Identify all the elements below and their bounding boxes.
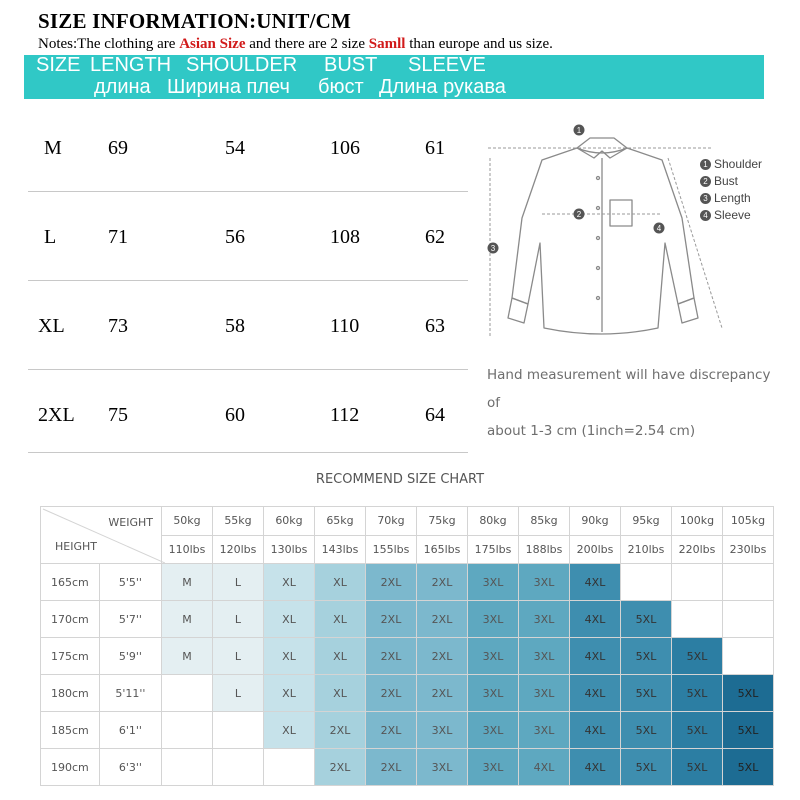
marker-3-text: 3: [490, 244, 496, 253]
height-row: [41, 749, 774, 786]
size-row-2xl: [28, 376, 468, 464]
size-cell: 4XL: [570, 564, 621, 601]
size-cell: 2XL: [315, 712, 366, 749]
size-cell: 5XL: [723, 712, 774, 749]
band-size: SIZE: [36, 54, 81, 76]
weight-kg-header: 95kg: [621, 507, 672, 536]
size-cell: 2XL: [366, 675, 417, 712]
notes-small: Samll: [368, 36, 406, 52]
weight-kg-header: 70kg: [366, 507, 417, 536]
weight-kg-header: 80kg: [468, 507, 519, 536]
size-cell: 2XL: [366, 564, 417, 601]
sleeve-value: 62: [425, 226, 445, 248]
size-cell: [723, 638, 774, 675]
size-cell: XL: [315, 638, 366, 675]
height-row: [41, 564, 774, 601]
size-cell: [264, 749, 315, 786]
height-row: [41, 601, 774, 638]
size-header-band: [24, 55, 764, 99]
size-cell: 5XL: [672, 638, 723, 675]
weight-lbs-header: 130lbs: [264, 535, 315, 564]
weight-kg-header: 75kg: [417, 507, 468, 536]
disclaimer-line-1: Hand measurement will have discrepancy of: [487, 367, 771, 411]
weight-kg-header: 65kg: [315, 507, 366, 536]
weight-lbs-header: 155lbs: [366, 535, 417, 564]
size-cell: 5XL: [621, 601, 672, 638]
size-cell: 5XL: [672, 675, 723, 712]
header-corner: [41, 507, 162, 564]
shoulder-value: 56: [225, 226, 245, 248]
notes-prefix: Notes:The clothing are: [38, 36, 180, 52]
weight-lbs-header: 120lbs: [213, 535, 264, 564]
height-ft-cell: 5'7'': [99, 601, 161, 638]
size-cell: [162, 712, 213, 749]
size-cell: 5XL: [672, 712, 723, 749]
sleeve-value: 61: [425, 137, 445, 159]
size-cell: 4XL: [570, 675, 621, 712]
size-cell: XL: [315, 601, 366, 638]
weight-kg-header: 105kg: [723, 507, 774, 536]
height-row: [41, 675, 774, 712]
size-cell: 2XL: [417, 601, 468, 638]
size-cell: 2XL: [417, 564, 468, 601]
height-row: [41, 638, 774, 675]
height-ft-cell: 5'9'': [99, 638, 161, 675]
band-ru-sleeve: Длина рукава: [379, 76, 506, 98]
size-cell: 3XL: [468, 712, 519, 749]
height-ft-cell: 5'11'': [99, 675, 161, 712]
size-cell: 2XL: [366, 638, 417, 675]
size-cell: 4XL: [570, 712, 621, 749]
band-shoulder: SHOULDER: [186, 54, 298, 76]
weight-kg-row: [41, 507, 774, 536]
recommend-size-table: [40, 506, 774, 786]
weight-lbs-header: 200lbs: [570, 535, 621, 564]
size-cell: XL: [315, 675, 366, 712]
size-cell: 3XL: [417, 712, 468, 749]
recommend-chart-title: RECOMMEND SIZE CHART: [315, 472, 485, 487]
sleeve-value: 63: [425, 315, 445, 337]
shoulder-value: 60: [225, 404, 245, 426]
size-cell: 3XL: [468, 638, 519, 675]
size-cell: [213, 712, 264, 749]
height-ft-cell: 6'3'': [99, 749, 161, 786]
weight-lbs-header: 230lbs: [723, 535, 774, 564]
size-cell: 3XL: [519, 564, 570, 601]
weight-lbs-header: 165lbs: [417, 535, 468, 564]
size-row-l: [28, 198, 468, 286]
size-cell: XL: [264, 675, 315, 712]
marker-4-text: 4: [656, 224, 662, 233]
weight-kg-header: 55kg: [213, 507, 264, 536]
size-cell: XL: [264, 712, 315, 749]
size-cell: [672, 601, 723, 638]
row-divider: [28, 280, 468, 281]
size-cell: 2XL: [417, 638, 468, 675]
size-label: M: [44, 137, 62, 159]
marker-1-text: 1: [576, 126, 582, 135]
size-cell: 5XL: [672, 749, 723, 786]
size-cell: [723, 564, 774, 601]
length-value: 69: [108, 137, 128, 159]
size-cell: XL: [315, 564, 366, 601]
height-cm-cell: 180cm: [41, 675, 100, 712]
band-bust: BUST: [324, 54, 378, 76]
length-value: 71: [108, 226, 128, 248]
bust-value: 108: [330, 226, 360, 248]
size-cell: 4XL: [570, 749, 621, 786]
row-divider: [28, 191, 468, 192]
legend-item-bust: 2 Bust: [700, 173, 762, 190]
height-label: HEIGHT: [55, 540, 97, 553]
band-ru-length: длина: [94, 76, 151, 98]
size-cell: 2XL: [417, 675, 468, 712]
length-value: 75: [108, 404, 128, 426]
weight-lbs-header: 143lbs: [315, 535, 366, 564]
size-cell: XL: [264, 564, 315, 601]
size-cell: 3XL: [468, 749, 519, 786]
size-cell: XL: [264, 638, 315, 675]
weight-lbs-header: 110lbs: [162, 535, 213, 564]
size-cell: 3XL: [468, 675, 519, 712]
weight-kg-header: 90kg: [570, 507, 621, 536]
notes-asian-size: Asian Size: [179, 36, 246, 52]
height-cm-cell: 185cm: [41, 712, 100, 749]
size-cell: 4XL: [570, 601, 621, 638]
height-cm-cell: 165cm: [41, 564, 100, 601]
weight-lbs-header: 220lbs: [672, 535, 723, 564]
size-cell: [162, 675, 213, 712]
size-label: XL: [38, 315, 65, 337]
row-divider: [28, 369, 468, 370]
weight-label: WEIGHT: [108, 516, 153, 529]
bust-value: 112: [330, 404, 360, 426]
weight-lbs-header: 175lbs: [468, 535, 519, 564]
shoulder-value: 54: [225, 137, 245, 159]
row-divider: [28, 452, 468, 453]
size-cell: [672, 564, 723, 601]
band-ru-shoulder: Ширина плеч: [167, 76, 290, 98]
size-cell: 4XL: [519, 749, 570, 786]
legend-item-shoulder: 1 Shoulder: [700, 156, 762, 173]
size-cell: 5XL: [621, 749, 672, 786]
weight-lbs-header: 210lbs: [621, 535, 672, 564]
weight-kg-header: 100kg: [672, 507, 723, 536]
size-cell: M: [162, 601, 213, 638]
shoulder-value: 58: [225, 315, 245, 337]
bust-value: 110: [330, 315, 360, 337]
size-row-xl: [28, 287, 468, 375]
size-cell: L: [213, 601, 264, 638]
bust-value: 106: [330, 137, 360, 159]
size-label: 2XL: [38, 404, 75, 426]
sleeve-value: 64: [425, 404, 445, 426]
legend-item-length: 3 Length: [700, 190, 762, 207]
size-cell: 3XL: [417, 749, 468, 786]
weight-kg-header: 85kg: [519, 507, 570, 536]
size-cell: 2XL: [366, 712, 417, 749]
height-ft-cell: 6'1'': [99, 712, 161, 749]
band-length: LENGTH: [90, 54, 172, 76]
legend-item-sleeve: 4 Sleeve: [700, 207, 762, 224]
notes-suffix: than europe and us size.: [405, 36, 553, 52]
size-cell: 5XL: [621, 712, 672, 749]
weight-lbs-header: 188lbs: [519, 535, 570, 564]
size-cell: L: [213, 564, 264, 601]
size-cell: L: [213, 675, 264, 712]
length-value: 73: [108, 315, 128, 337]
band-ru-bust: бюст: [318, 76, 364, 98]
size-row-m: [28, 110, 468, 198]
height-row: [41, 712, 774, 749]
size-cell: 5XL: [723, 749, 774, 786]
size-cell: [213, 749, 264, 786]
diagram-legend: [700, 156, 762, 224]
size-cell: 2XL: [366, 749, 417, 786]
size-cell: 3XL: [519, 675, 570, 712]
size-cell: 5XL: [621, 675, 672, 712]
size-notes: [38, 36, 553, 53]
notes-middle: and there are 2 size: [245, 36, 369, 52]
size-cell: 2XL: [315, 749, 366, 786]
weight-kg-header: 60kg: [264, 507, 315, 536]
size-cell: [162, 749, 213, 786]
size-cell: L: [213, 638, 264, 675]
size-cell: M: [162, 638, 213, 675]
measurement-disclaimer: [487, 361, 787, 445]
size-cell: 3XL: [519, 601, 570, 638]
page-title: SIZE INFORMATION:UNIT/CM: [38, 9, 352, 33]
size-cell: [621, 564, 672, 601]
marker-2-text: 2: [576, 210, 582, 219]
size-cell: 4XL: [570, 638, 621, 675]
height-cm-cell: 190cm: [41, 749, 100, 786]
size-cell: [723, 601, 774, 638]
weight-kg-header: 50kg: [162, 507, 213, 536]
shirt-diagram: [482, 118, 782, 348]
height-cm-cell: 175cm: [41, 638, 100, 675]
size-cell: 2XL: [366, 601, 417, 638]
band-sleeve: SLEEVE: [408, 54, 486, 76]
size-cell: 5XL: [723, 675, 774, 712]
size-cell: XL: [264, 601, 315, 638]
height-cm-cell: 170cm: [41, 601, 100, 638]
size-cell: 3XL: [468, 601, 519, 638]
disclaimer-line-2: about 1-3 cm (1inch=2.54 cm): [487, 423, 696, 439]
size-cell: 5XL: [621, 638, 672, 675]
size-cell: M: [162, 564, 213, 601]
height-ft-cell: 5'5'': [99, 564, 161, 601]
size-cell: 3XL: [468, 564, 519, 601]
size-cell: 3XL: [519, 712, 570, 749]
size-label: L: [44, 226, 57, 248]
size-cell: 3XL: [519, 638, 570, 675]
